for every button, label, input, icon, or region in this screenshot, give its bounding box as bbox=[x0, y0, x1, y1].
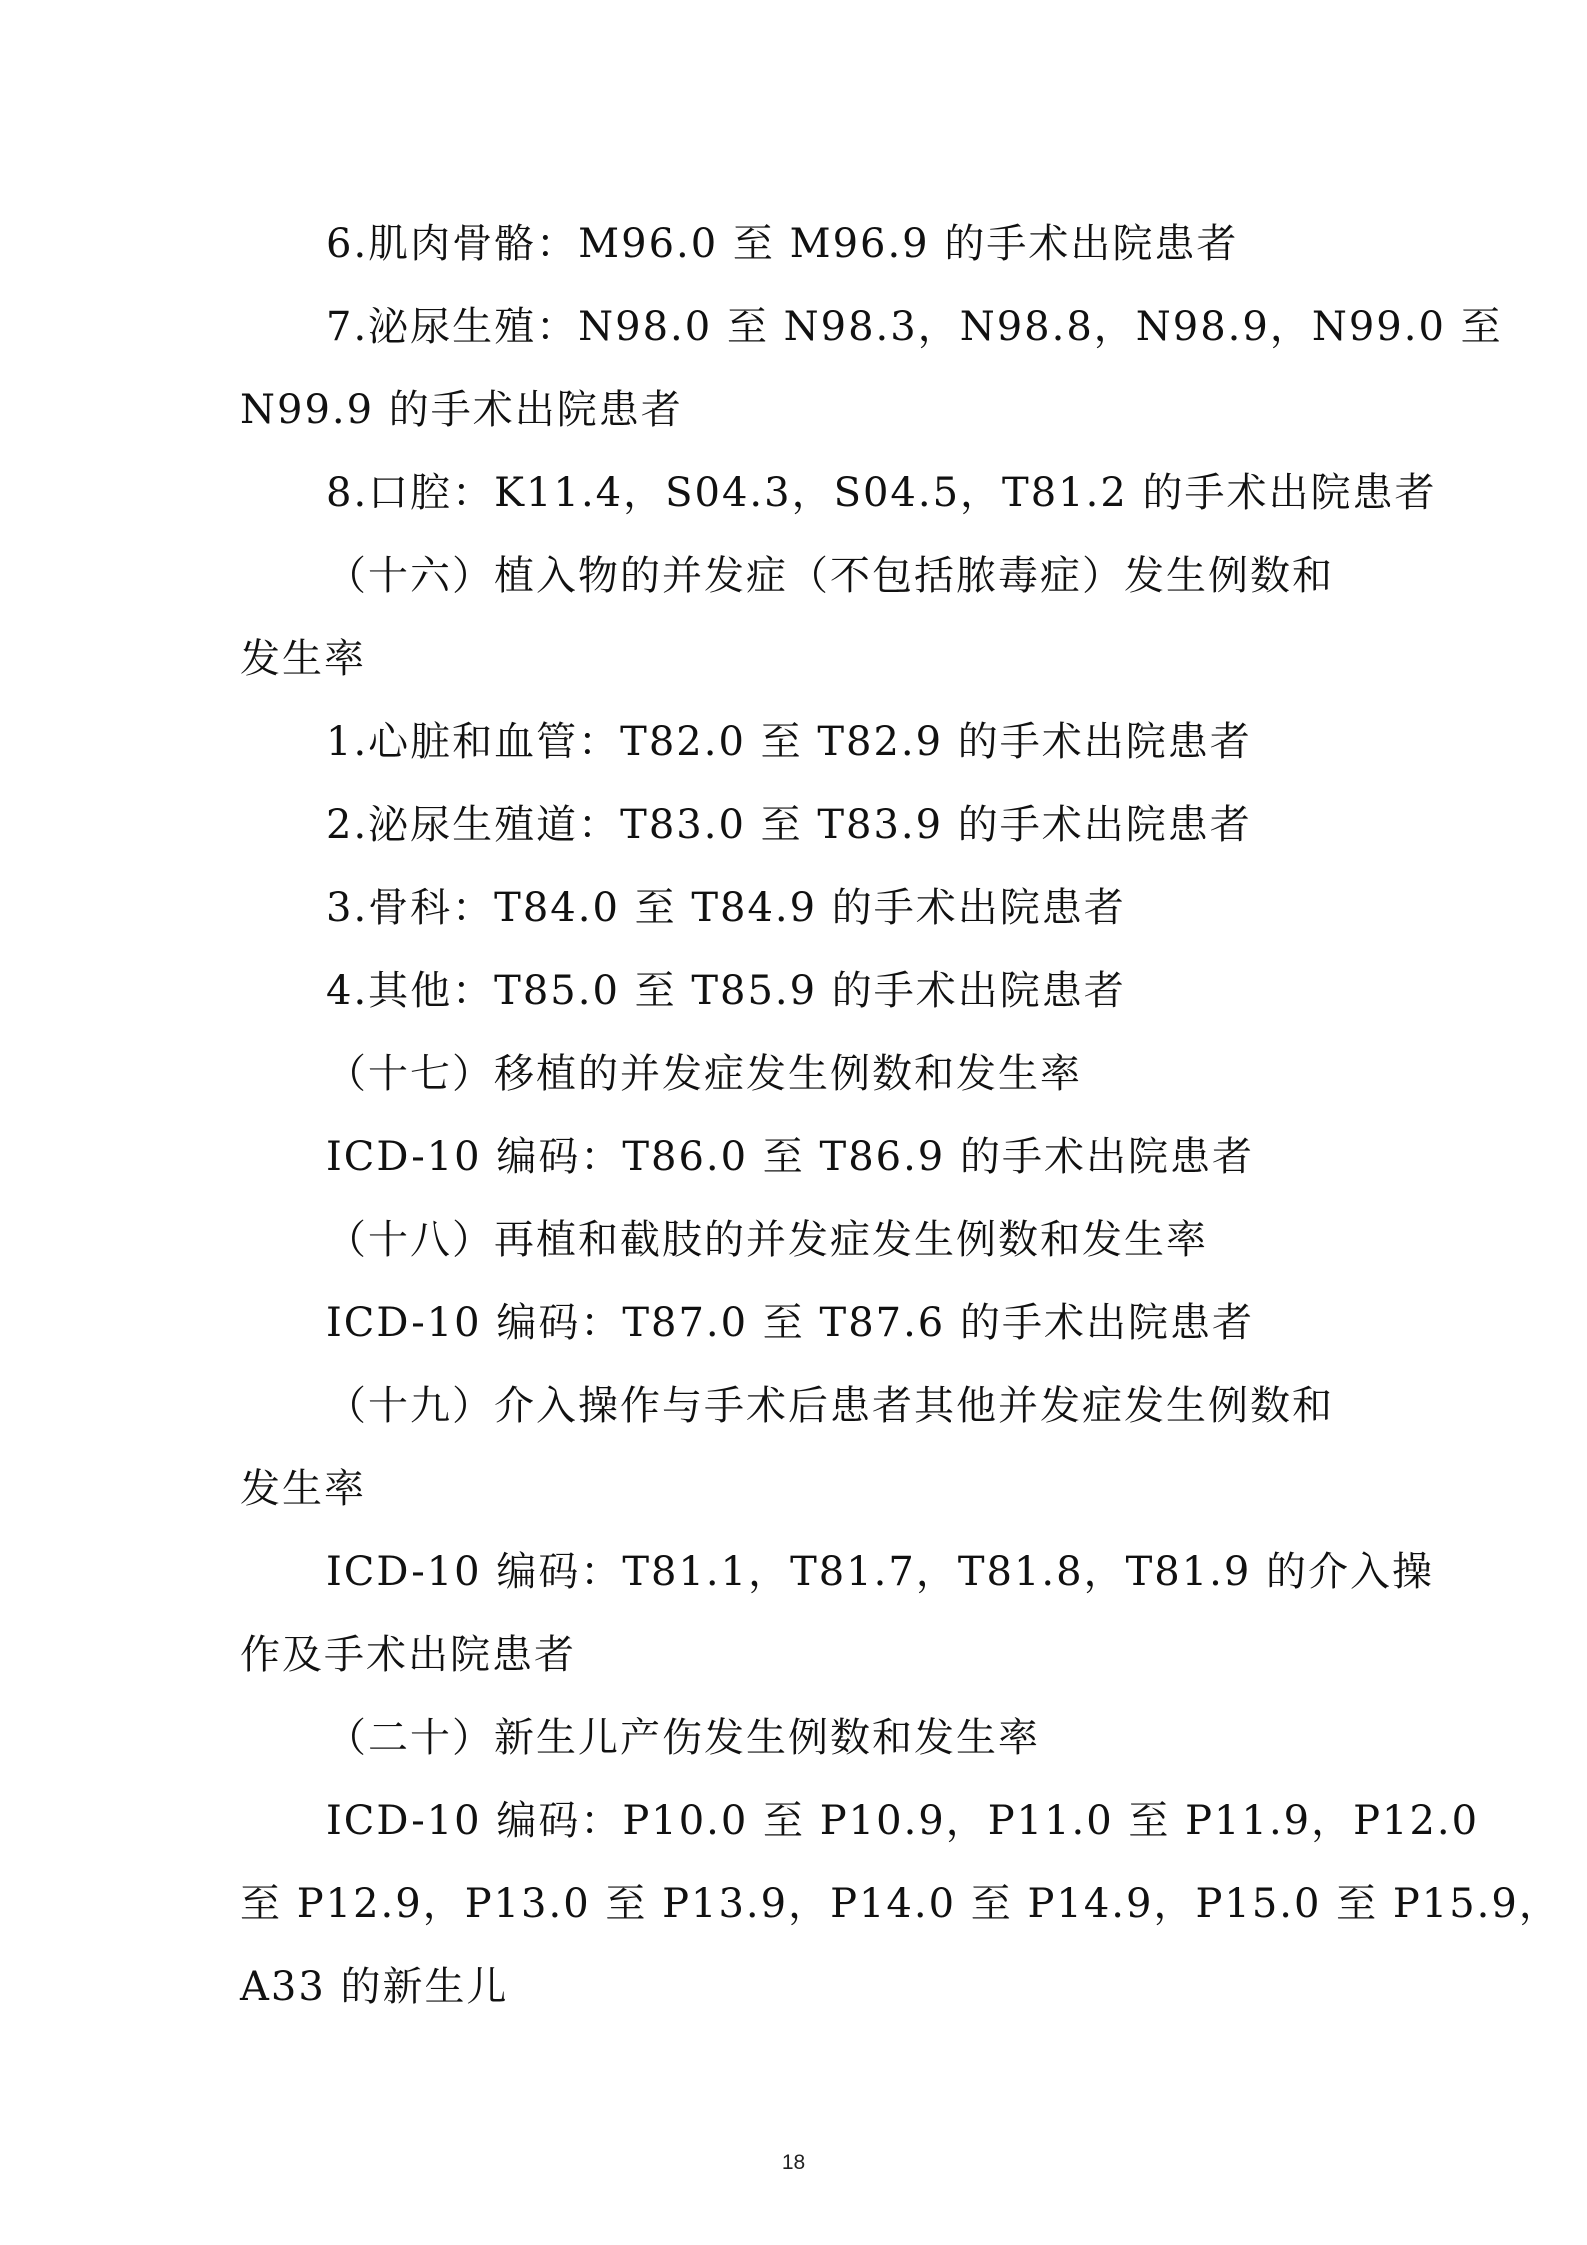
text-line: 2.泌尿生殖道：T83.0 至 T83.9 的手术出院患者 bbox=[326, 802, 1252, 848]
text-line: 3.骨科：T84.0 至 T84.9 的手术出院患者 bbox=[326, 885, 1126, 931]
section-heading: （十六）植入物的并发症（不包括脓毒症）发生例数和 bbox=[326, 553, 1334, 599]
section-heading-continued: 发生率 bbox=[240, 1466, 366, 1512]
text-line: ICD-10 编码：T87.0 至 T87.6 的手术出院患者 bbox=[326, 1300, 1254, 1346]
text-line: N99.9 的手术出院患者 bbox=[240, 387, 683, 433]
text-line: 至 P12.9，P13.0 至 P13.9，P14.0 至 P14.9，P15.0 至 P15.9， bbox=[240, 1881, 1561, 1927]
section-heading: （二十）新生儿产伤发生例数和发生率 bbox=[326, 1715, 1040, 1761]
text-line: ICD-10 编码：T86.0 至 T86.9 的手术出院患者 bbox=[326, 1134, 1254, 1180]
text-line: A33 的新生儿 bbox=[240, 1964, 509, 2010]
text-line: ICD-10 编码：P10.0 至 P10.9，P11.0 至 P11.9，P12.0 bbox=[326, 1798, 1480, 1844]
text-line: 8.口腔：K11.4，S04.3，S04.5，T81.2 的手术出院患者 bbox=[326, 470, 1437, 516]
text-line: 6.肌肉骨骼：M96.0 至 M96.9 的手术出院患者 bbox=[326, 221, 1239, 267]
section-heading-continued: 发生率 bbox=[240, 636, 366, 682]
section-heading: （十九）介入操作与手术后患者其他并发症发生例数和 bbox=[326, 1383, 1334, 1429]
page-number: 18 bbox=[781, 2151, 806, 2174]
text-line: 7.泌尿生殖：N98.0 至 N98.3，N98.8，N98.9，N99.0 至 bbox=[326, 304, 1503, 350]
text-line: 4.其他：T85.0 至 T85.9 的手术出院患者 bbox=[326, 968, 1126, 1014]
text-line: 作及手术出院患者 bbox=[240, 1632, 576, 1678]
text-line: 1.心脏和血管：T82.0 至 T82.9 的手术出院患者 bbox=[326, 719, 1252, 765]
section-heading: （十八）再植和截肢的并发症发生例数和发生率 bbox=[326, 1217, 1208, 1263]
section-heading: （十七）移植的并发症发生例数和发生率 bbox=[326, 1051, 1082, 1097]
text-line: ICD-10 编码：T81.1，T81.7，T81.8，T81.9 的介入操 bbox=[326, 1549, 1435, 1595]
